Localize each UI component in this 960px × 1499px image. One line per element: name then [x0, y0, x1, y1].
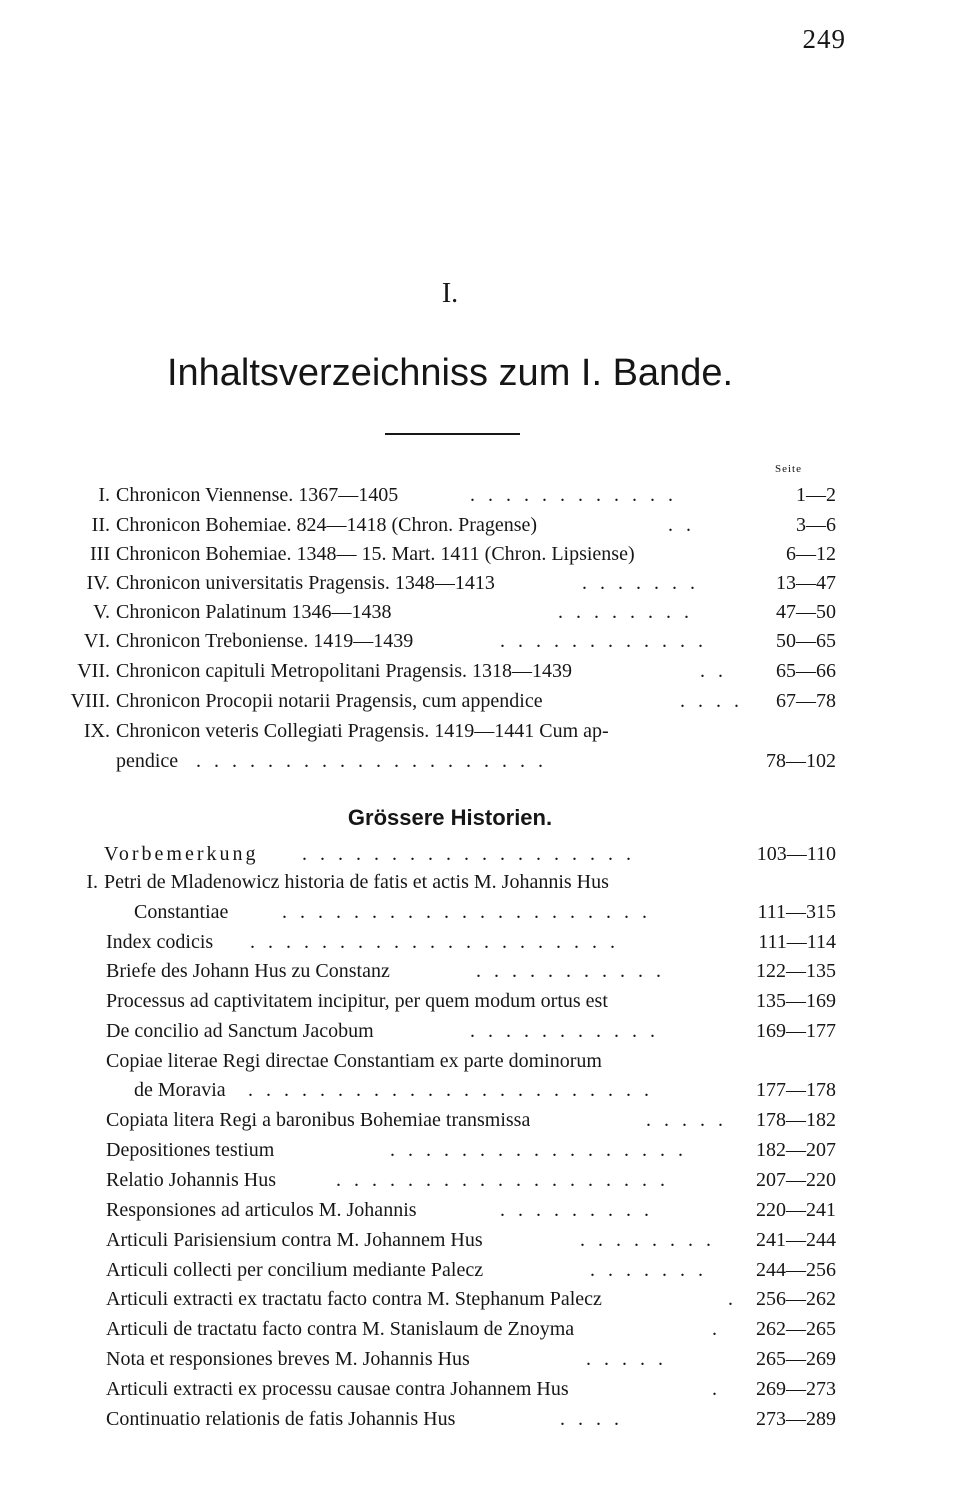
entry-pages: 13—47 — [776, 572, 836, 594]
entry-title: Chronicon Treboniense. 1419—1439 — [116, 630, 414, 652]
entry-title: Chronicon capituli Metropolitani Pragensis. 1318—1439 — [116, 660, 573, 682]
entry-title: Chronicon Viennense. 1367—1405 — [116, 484, 399, 506]
dot-leader: . . . . . . . . . . . . . . . . . . . . . — [282, 901, 651, 923]
toc-entry — [0, 1408, 960, 1438]
dot-leader: . . . . . . . . . . . . . . . . . . . — [336, 1169, 669, 1191]
toc-entry — [0, 601, 960, 631]
dot-leader: . . . . . . . . . . . . . . . . . — [390, 1139, 687, 1161]
toc-entry — [0, 843, 960, 873]
toc-entry — [0, 514, 960, 544]
entry-title: Continuatio relationis de fatis Johannis Hus — [106, 1408, 456, 1430]
entry-pages: 265—269 — [756, 1348, 836, 1370]
entry-pages: 78—102 — [766, 750, 836, 772]
dot-leader: . . . . . — [586, 1348, 667, 1370]
entry-pages: 177—178 — [756, 1079, 836, 1101]
entry-number: IX. — [83, 720, 110, 742]
entry-title: De concilio ad Sanctum Jacobum — [106, 1020, 374, 1042]
toc-entry — [0, 1050, 960, 1080]
dot-leader: . . . . . . . . — [558, 601, 693, 623]
dot-leader: . . . . . . . . — [580, 1229, 715, 1251]
dot-leader: . . . . — [680, 690, 743, 712]
entry-title: Chronicon Bohemiae. 1348— 15. Mart. 1411 (Chron. Lipsiense) — [116, 543, 635, 565]
toc-entry — [0, 543, 960, 573]
entry-title: Chronicon Palatinum 1346—1438 — [116, 601, 392, 623]
entry-title: Articuli collecti per concilium mediante Palecz — [106, 1259, 484, 1281]
title-rule — [385, 433, 520, 435]
entry-title: Briefe des Johann Hus zu Constanz — [106, 960, 390, 982]
dot-leader: . . . . . . . . . . . . . . . . . . . . . — [250, 931, 619, 953]
dot-leader: . . . . . . . . . . . . — [500, 630, 707, 652]
entry-pages: 1—2 — [796, 484, 836, 506]
toc-entry — [0, 720, 960, 750]
entry-pages: 207—220 — [756, 1169, 836, 1191]
entry-pages: 6—12 — [786, 543, 836, 565]
dot-leader: . . . . . . . — [590, 1259, 707, 1281]
dot-leader: . . . . . . . . . . . . . . . . . . . . — [196, 750, 547, 772]
entry-title: Articuli Parisiensium contra M. Johannem Hus — [106, 1229, 483, 1251]
toc-entry — [0, 690, 960, 720]
toc-entry — [0, 1378, 960, 1408]
entry-pages: 135—169 — [756, 990, 836, 1012]
dot-leader: . . . . . . . . . . . . . . . . . . . . . . . — [248, 1079, 653, 1101]
entry-title: Petri de Mladenowicz historia de fatis et actis M. Johannis Hus — [104, 871, 609, 893]
entry-pages: 50—65 — [776, 630, 836, 652]
toc-entry — [0, 1020, 960, 1050]
entry-title: Copiata litera Regi a baronibus Bohemiae transmissa — [106, 1109, 531, 1131]
dot-leader: . — [712, 1378, 721, 1400]
entry-title: pendice — [116, 750, 179, 772]
entry-pages: 67—78 — [776, 690, 836, 712]
toc-entry — [0, 1318, 960, 1348]
entry-pages: 65—66 — [776, 660, 836, 682]
entry-pages: 122—135 — [756, 960, 836, 982]
page-number: 249 — [802, 24, 846, 54]
toc-entry — [0, 1199, 960, 1229]
dot-leader: . . — [668, 514, 695, 536]
dot-leader: . — [712, 1318, 721, 1340]
toc-entry — [0, 1259, 960, 1289]
toc-entry — [0, 1109, 960, 1139]
entry-title: Chronicon Bohemiae. 824—1418 (Chron. Pragense) — [116, 514, 538, 536]
entry-pages: 111—315 — [757, 901, 836, 923]
entry-title: Processus ad captivitatem incipitur, per quem modum ortus est — [106, 990, 608, 1012]
dot-leader: . . . . — [560, 1408, 623, 1430]
dot-leader: . . . . . . . . . . . — [470, 1020, 659, 1042]
toc-entry — [0, 931, 960, 961]
entry-pages: 220—241 — [756, 1199, 836, 1221]
dot-leader: . — [728, 1288, 737, 1310]
entry-title: Nota et responsiones breves M. Johannis Hus — [106, 1348, 470, 1370]
toc-entry — [0, 660, 960, 690]
toc-entry — [0, 990, 960, 1020]
entry-title: Vorbemerkung — [104, 843, 259, 865]
toc-entry — [0, 871, 960, 901]
dot-leader: . . . . . . . . . . . . . . . . . . . — [302, 843, 635, 865]
dot-leader: . . — [700, 660, 727, 682]
dot-leader: . . . . . — [646, 1109, 727, 1131]
entry-title: Chronicon veteris Collegiati Pragensis. 1419—1441 Cum ap- — [116, 720, 609, 742]
dot-leader: . . . . . . . . . . . . — [470, 484, 677, 506]
entry-title: Relatio Johannis Hus — [106, 1169, 276, 1191]
part-numeral: I. — [441, 278, 459, 309]
entry-title: Responsiones ad articulos M. Johannis — [106, 1199, 417, 1221]
entry-title: Copiae literae Regi directae Constantiam ex parte dominorum — [106, 1050, 602, 1072]
toc-entry — [0, 1229, 960, 1259]
entry-title: Articuli de tractatu facto contra M. Stanislaum de Znoyma — [106, 1318, 575, 1340]
entry-title: de Moravia — [134, 1079, 226, 1101]
entry-pages: 169—177 — [756, 1020, 836, 1042]
page-title: Inhaltsverzeichniss zum I. Bande. — [166, 352, 734, 394]
dot-leader: . . . . . . . . . . . — [476, 960, 665, 982]
dot-leader: . . . . . . . — [582, 572, 699, 594]
toc-entry — [0, 1288, 960, 1318]
entry-pages: 262—265 — [756, 1318, 836, 1340]
entry-number: III — [90, 543, 110, 565]
dot-leader: . . . . . . . . . — [500, 1199, 653, 1221]
entry-number: IV. — [86, 572, 110, 594]
entry-pages: 241—244 — [756, 1229, 836, 1251]
entry-pages: 3—6 — [796, 514, 836, 536]
toc-entry — [0, 630, 960, 660]
toc-entry — [0, 1139, 960, 1169]
entry-pages: 103—110 — [756, 843, 836, 865]
entry-number: II. — [91, 514, 110, 536]
entry-pages: 178—182 — [756, 1109, 836, 1131]
toc-entry — [0, 1169, 960, 1199]
toc-entry — [0, 960, 960, 990]
entry-title: Chronicon Procopii notarii Pragensis, cum appendice — [116, 690, 543, 712]
entry-pages: 273—289 — [756, 1408, 836, 1430]
entry-number: I. — [86, 871, 98, 893]
section-heading: Grössere Historien. — [347, 805, 553, 830]
entry-title: Articuli extracti ex tractatu facto contra M. Stephanum Palecz — [106, 1288, 602, 1310]
toc-entry — [0, 901, 960, 931]
entry-pages: 111—114 — [758, 931, 836, 953]
entry-number: I. — [98, 484, 110, 506]
entry-title: Index codicis — [106, 931, 214, 953]
entry-pages: 256—262 — [756, 1288, 836, 1310]
entry-title: Chronicon universitatis Pragensis. 1348—1413 — [116, 572, 495, 594]
entry-pages: 47—50 — [776, 601, 836, 623]
toc-entry — [0, 572, 960, 602]
entry-title: Constantiae — [134, 901, 229, 923]
entry-number: VIII. — [70, 690, 110, 712]
entry-number: VI. — [83, 630, 110, 652]
toc-entry — [0, 1079, 960, 1109]
entry-pages: 244—256 — [756, 1259, 836, 1281]
entry-number: VII. — [77, 660, 110, 682]
toc-entry — [0, 1348, 960, 1378]
entry-title: Articuli extracti ex processu causae contra Johannem Hus — [106, 1378, 569, 1400]
entry-pages: 269—273 — [756, 1378, 836, 1400]
entry-pages: 182—207 — [756, 1139, 836, 1161]
seite-label: Seite — [775, 463, 802, 475]
toc-entry — [0, 750, 960, 780]
entry-title: Depositiones testium — [106, 1139, 275, 1161]
entry-number: V. — [93, 601, 110, 623]
toc-entry — [0, 484, 960, 514]
